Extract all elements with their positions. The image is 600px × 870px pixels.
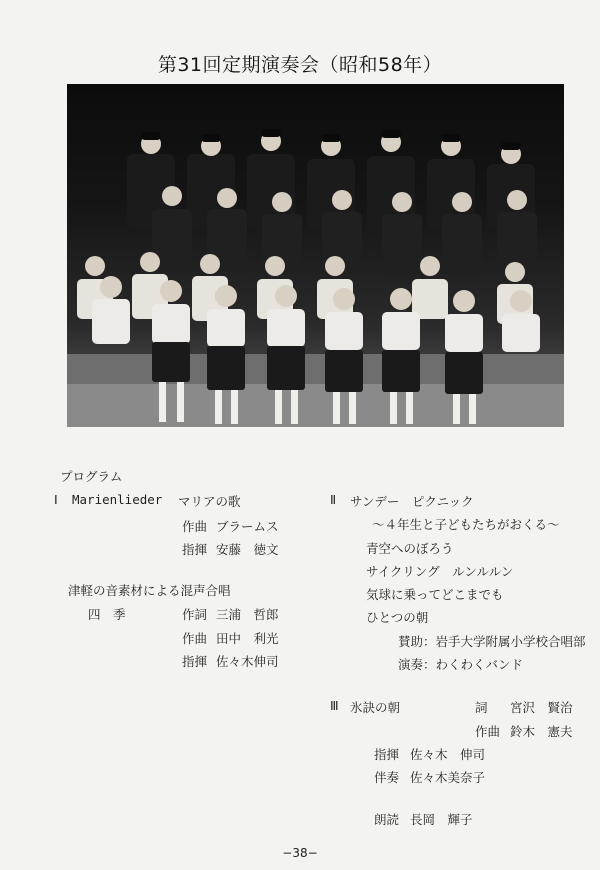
part2-song: 気球に乗ってどこまでも — [366, 587, 504, 602]
part3-conductor-label: 指揮 — [374, 747, 400, 762]
part2-numeral: Ⅱ — [330, 492, 337, 507]
page-title: 第31回定期演奏会（昭和58年） — [157, 54, 443, 76]
part3-conductor: 佐々木 伸司 — [410, 747, 486, 762]
part3-composer: 鈴木 憲夫 — [510, 724, 573, 739]
choir-performance-photo — [67, 84, 564, 427]
part1-numeral: I — [54, 492, 58, 507]
part1-composer: ブラームス — [216, 519, 279, 534]
part3-reciter: 長岡 輝子 — [410, 812, 473, 827]
part1b-conductor-label: 指揮 — [182, 654, 208, 669]
part3-numeral: Ⅲ — [330, 698, 339, 713]
page-number: −38− — [282, 846, 318, 860]
part1b-name: 津軽の音素材による混声合唱 — [68, 583, 231, 598]
part1b-piece: 四 季 — [88, 607, 126, 622]
part1b-composer-label: 作曲 — [182, 631, 208, 646]
part1-name-latin: Marienlieder — [72, 492, 163, 507]
part1b-lyricist-label: 作詞 — [182, 607, 208, 622]
part1b-composer: 田中 利光 — [216, 631, 279, 646]
part3-reciter-label: 朗読 — [374, 812, 400, 827]
part3-accompanist: 佐々木美奈子 — [410, 770, 486, 785]
part2-name: サンデー ピクニック — [350, 494, 474, 509]
part3-composer-label: 作曲 — [475, 724, 501, 739]
part2-song: ひとつの朝 — [366, 610, 429, 625]
part1-composer-label: 作曲 — [182, 519, 208, 534]
part2-song: 青空へのぼろう — [366, 541, 454, 556]
part3-lyricist: 宮沢 賢治 — [510, 700, 573, 715]
part1b-lyricist: 三浦 哲郎 — [216, 607, 279, 622]
part3-accompanist-label: 伴奏 — [374, 770, 400, 785]
part3-lyricist-label: 詞 — [475, 700, 488, 715]
part2-song: サイクリング ルンルルン — [366, 564, 514, 579]
part1-conductor-label: 指揮 — [182, 542, 208, 557]
part2-performance: 演奏：わくわくバンド — [398, 657, 524, 672]
program-heading: プログラム — [60, 469, 123, 484]
part1b-conductor: 佐々木伸司 — [216, 654, 279, 669]
part1-name-jp: マリアの歌 — [178, 494, 241, 509]
part1-conductor: 安藤 徳文 — [216, 542, 279, 557]
part2-subtitle: ～４年生と子どもたちがおくる～ — [372, 517, 560, 532]
part3-name: 氷訣の朝 — [350, 700, 401, 715]
part2-support: 賛助：岩手大学附属小学校合唱部 — [398, 634, 586, 649]
